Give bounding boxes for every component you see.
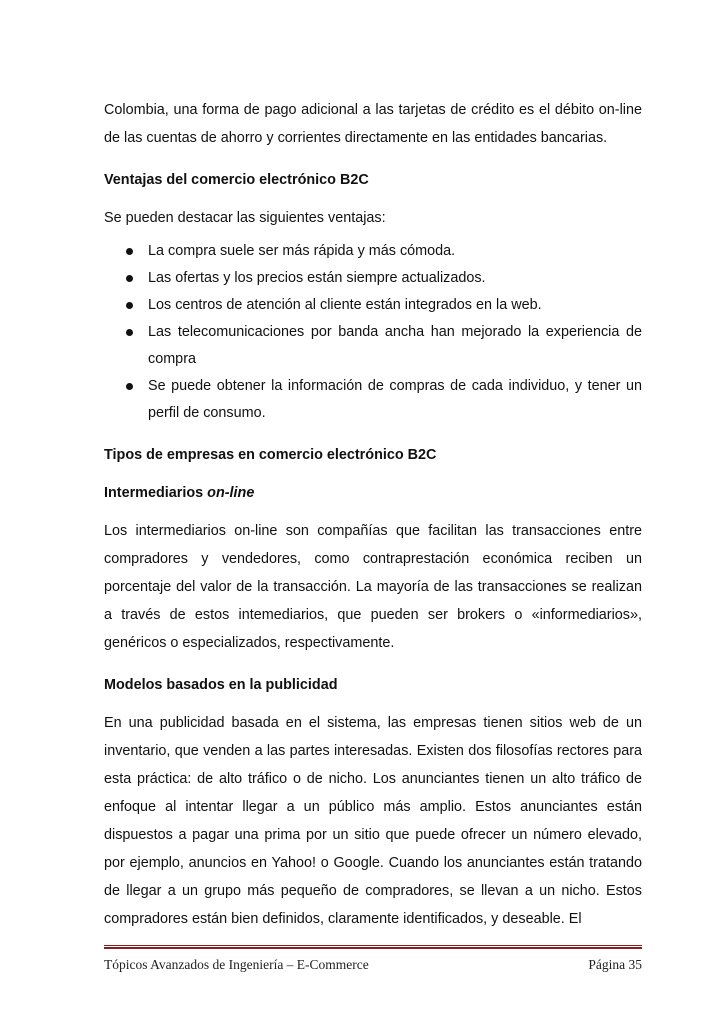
heading-b2c-advantages: Ventajas del comercio electrónico B2C — [104, 172, 369, 188]
list-item-text: Las telecomunicaciones por banda ancha han mejorado la experiencia de compra — [148, 324, 642, 367]
list-item-text: La compra suele ser más rápida y más cómoda. — [148, 243, 456, 259]
page-footer — [104, 945, 642, 973]
bullet-icon — [126, 329, 133, 336]
list-item-text: Los centros de atención al cliente están integrados en la web. — [148, 297, 542, 313]
list-item-text: Las ofertas y los precios están siempre actualizados. — [148, 270, 486, 286]
advertising-paragraph: En una publicidad basada en el sistema, las empresas tienen sitios web de un inventario, que venden a las partes interesadas. Existen dos filosofías rectores para esta práctica: de alto tráfico o de nicho. Los anunciantes tienen un alto tráfico de enfoque al intentar llegar a un público más amplio. Estos anunciantes están dispuestos a pagar una prima por un sitio que puede ofrecer un número elevado, por ejemplo, anuncios en Yahoo! o Google. Cuando los anunciantes están tratando de llegar a un grupo más pequeño de compradores, se llevan a un nicho. Estos compradores están bien definidos, claramente identificados, y deseable. El — [104, 715, 642, 927]
footer-row — [104, 957, 642, 973]
page-body — [104, 96, 642, 933]
list-item-text: Se puede obtener la información de compras de cada individuo, y tener un perfil de consumo. — [148, 378, 642, 421]
heading-intermediaries-text: Intermediarios — [104, 485, 208, 501]
page-number: Página 35 — [588, 957, 642, 972]
bullet-icon — [126, 383, 133, 390]
heading-intermediaries-italic: on-line — [207, 485, 255, 501]
bullet-icon — [126, 248, 133, 255]
list-item — [104, 265, 642, 292]
list-item — [104, 238, 642, 265]
heading-advertising-models: Modelos basados en la publicidad — [104, 677, 338, 693]
list-item — [104, 373, 642, 427]
advantages-lead: Se pueden destacar las siguientes ventajas: — [104, 210, 386, 226]
footer-divider — [104, 945, 642, 949]
bullet-icon — [126, 275, 133, 282]
list-item — [104, 292, 642, 319]
footer-title: Tópicos Avanzados de Ingeniería – E-Commerce — [104, 957, 369, 972]
advantages-list — [104, 238, 642, 427]
intro-paragraph: Colombia, una forma de pago adicional a las tarjetas de crédito es el débito on-line de las cuentas de ahorro y corrientes directamente en las entidades bancarias. — [104, 102, 642, 146]
list-item — [104, 319, 642, 373]
heading-business-types: Tipos de empresas en comercio electrónico B2C — [104, 447, 437, 463]
bullet-icon — [126, 302, 133, 309]
intermediaries-paragraph: Los intermediarios on-line son compañías que facilitan las transacciones entre compradores y vendedores, como contraprestación económica reciben un porcentaje del valor de la transacción. La mayoría de las transacciones se realizan a través de estos intemediarios, que pueden ser brokers o «informediarios», genéricos o especializados, respectivamente. — [104, 523, 642, 651]
heading-intermediaries — [104, 479, 642, 507]
